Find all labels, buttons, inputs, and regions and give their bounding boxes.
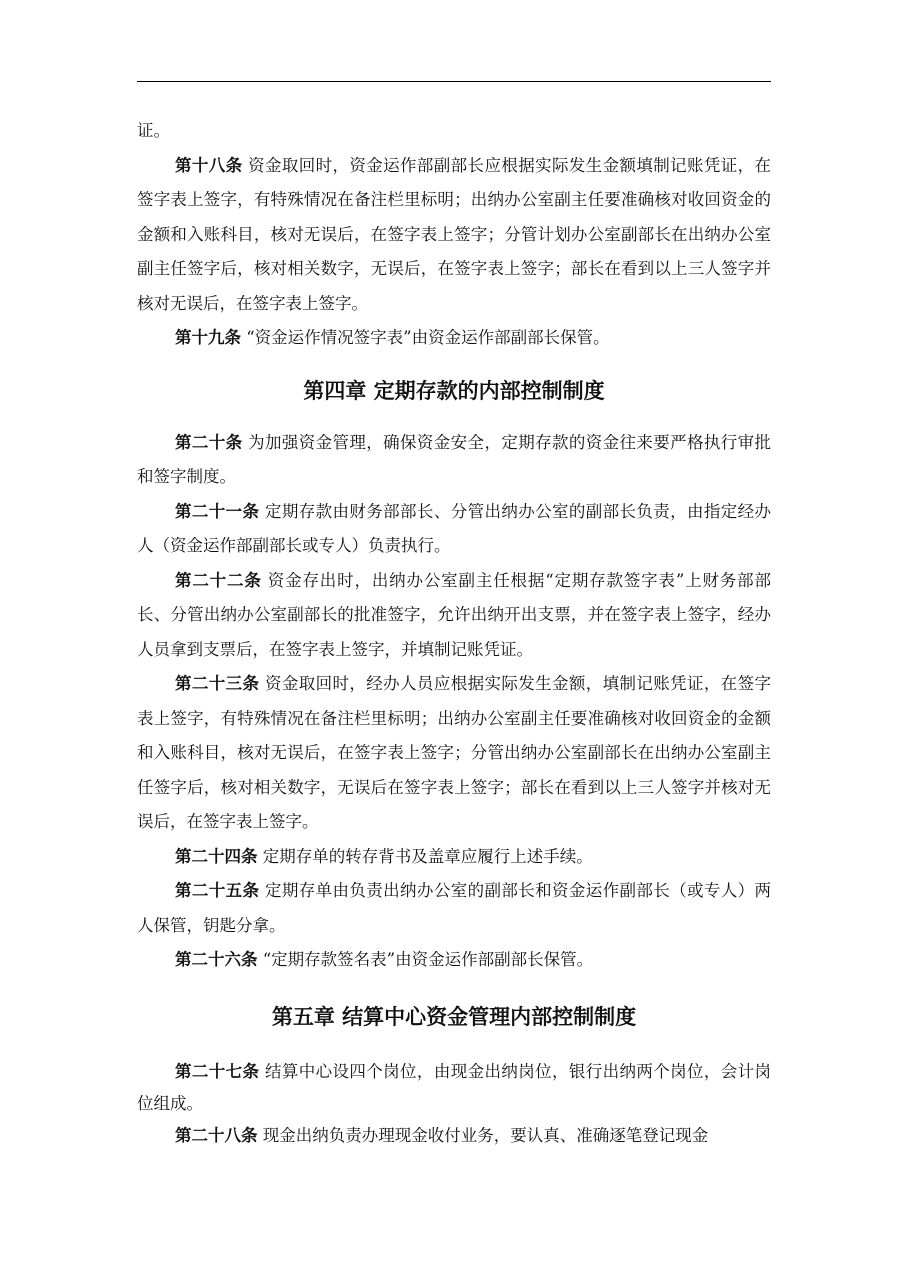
- article-number: 第二十七条: [175, 1061, 260, 1081]
- article-number: 第二十五条: [175, 881, 260, 900]
- article-text: 定期存款由财务部部长、分管出纳办公室的副部长负责，由指定经办人（资金运作部副部长或专人）负责执行。: [137, 501, 772, 555]
- chapter-4-heading: 第四章 定期存款的内部控制制度: [303, 378, 605, 403]
- chapter-5-heading: 第五章 结算中心资金管理内部控制制度: [271, 1004, 637, 1029]
- article-text: 资金取回时，资金运作部副部长应根据实际发生金额填制记账凭证，在签字表上签字，有特殊情况在备注栏里标明；出纳办公室副主任要准确核对收回资金的金额和入账科目，核对无误后，在签字表上签字；分管计划办公室副部长在出纳办公室副主任签字后，核对相关数字，无误后，在签字表上签字；部长在看到以上三人签字并核对无误后，在签字表上签字。: [137, 155, 771, 313]
- article-number: 第十九条: [175, 328, 241, 347]
- article-20: [137, 426, 771, 495]
- article-text: 定期存单的转存背书及盖章应履行上述手续。: [257, 846, 593, 866]
- article-23: [137, 667, 771, 840]
- article-number: 第二十一条: [175, 501, 260, 521]
- article-number: 第二十六条: [175, 950, 258, 969]
- article-text: “资金运作情况签字表”由资金运作部副部长保管。: [241, 328, 610, 347]
- article-text: 资金存出时，出纳办公室副主任根据“定期存款签字表”上财务部部长、分管出纳办公室副部长的批准签字，允许出纳开出支票，并在签字表上签字，经办人员拿到支票后，在签字表上签字，并填制记账凭证。: [137, 570, 771, 659]
- article-27: [137, 1056, 771, 1120]
- article-number: 第二十三条: [175, 674, 260, 693]
- article-text: 资金取回时，经办人员应根据实际发生金额，填制记账凭证，在签字表上签字，有特殊情况在备注栏里标明；出纳办公室副主任要准确核对收回资金的金额和入账科目，核对无误后，在签字表上签字；分管出纳办公室副部长在出纳办公室副主任签字后，核对相关数字，无误后在签字表上签字；部长在看到以上三人签字并核对无误后，在签字表上签字。: [137, 674, 772, 831]
- document-body: [137, 114, 771, 1152]
- article-number: 第二十四条: [175, 846, 258, 866]
- article-18: [137, 149, 771, 322]
- paragraph-continuation: 证。: [137, 121, 170, 140]
- article-24: [137, 840, 771, 875]
- article-26: [137, 943, 771, 978]
- article-number: 第二十八条: [175, 1125, 258, 1145]
- article-28: [137, 1120, 771, 1152]
- article-text: 定期存单由负责出纳办公室的副部长和资金运作副部长（或专人）两人保管，钥匙分拿。: [137, 881, 772, 935]
- article-text: 为加强资金管理，确保资金安全，定期存款的资金往来要严格执行审批和签字制度。: [137, 432, 771, 486]
- article-number: 第二十二条: [175, 570, 262, 590]
- article-text: “定期存款签名表”由资金运作部副部长保管。: [257, 950, 594, 969]
- article-number: 第二十条: [175, 432, 243, 452]
- article-22: [137, 564, 771, 668]
- article-number: 第十八条: [175, 155, 243, 175]
- article-text: 结算中心设四个岗位，由现金出纳岗位，银行出纳两个岗位，会计岗位组成。: [137, 1061, 772, 1113]
- article-text: 现金出纳负责办理现金收付业务，要认真、准确逐笔登记现金: [257, 1125, 709, 1145]
- article-25: [137, 874, 771, 943]
- article-19: [137, 321, 771, 356]
- article-21: [137, 495, 771, 564]
- header-rule: [137, 81, 771, 82]
